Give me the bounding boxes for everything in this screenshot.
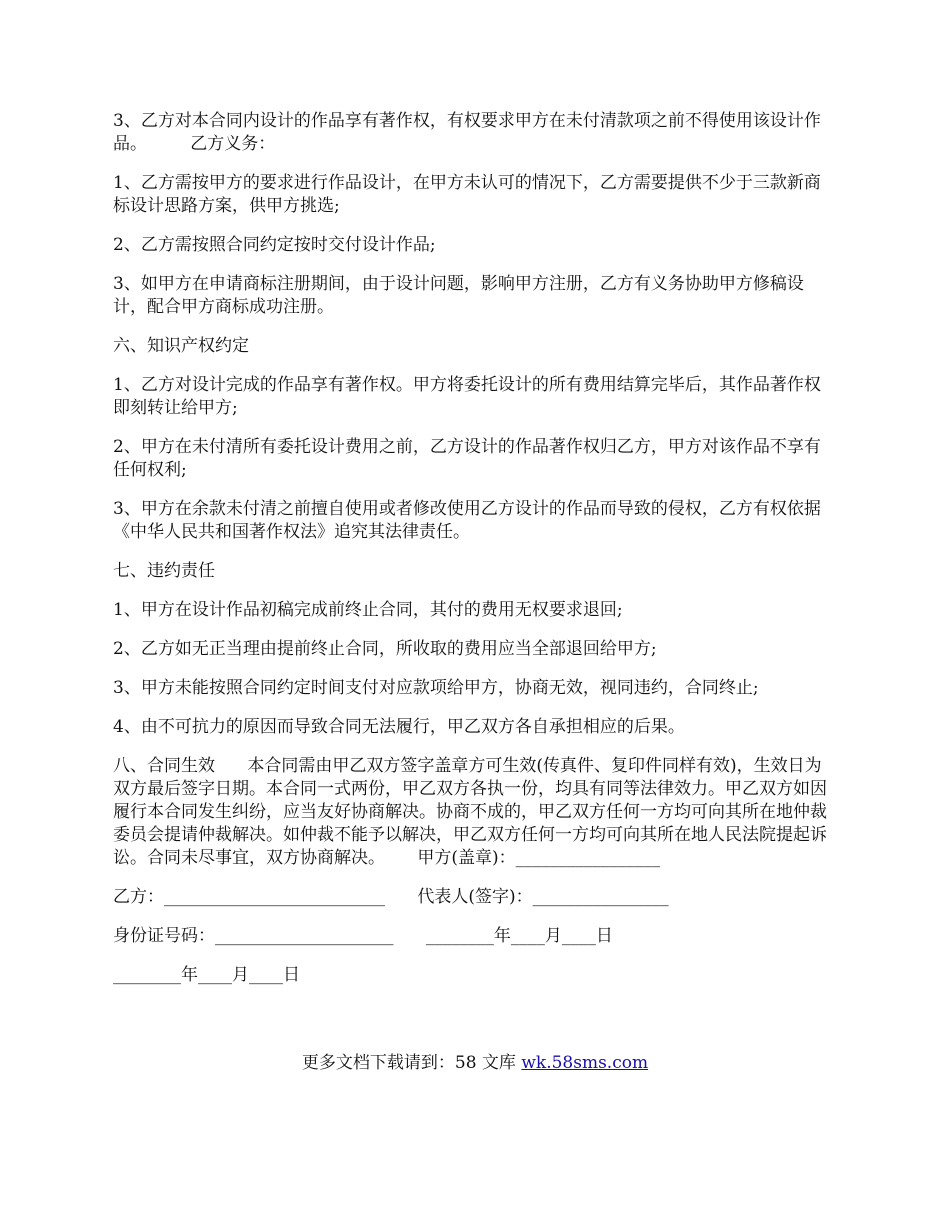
section-heading-ip: 六、知识产权约定 — [113, 336, 249, 356]
paragraph-liability-3: 3、甲方未能按照合同约定时间支付对应款项给甲方，协商无效，视同违约，合同终止; — [113, 678, 759, 698]
paragraph-design-proposals: 1、乙方需按甲方的要求进行作品设计，在甲方未认可的情况下，乙方需要提供不少于三款新商标设计思路方案，供甲方挑选; — [113, 173, 821, 216]
footer-prefix: 更多文档下载请到：58 文库 — [301, 1053, 522, 1073]
section-heading-liability: 七、违约责任 — [113, 561, 215, 581]
paragraph-liability-4: 4、由不可抗力的原因而导致合同无法履行，甲乙双方各自承担相应的后果。 — [113, 717, 685, 737]
paragraph-contract-effective: 八、合同生效 本合同需由甲乙双方签字盖章方可生效(传真件、复印件同样有效)，生效日为双方最后签字日期。本合同一式两份，甲乙双方各执一份，均具有同等法律效力。甲乙双方如因履行本合同发生纠纷，应当友好协商解决。协商不成的，甲乙双方任何一方均可向其所在地仲裁委员会提请仲裁解决。如仲裁不能予以解决，甲乙双方任何一方均可向其所在地人民法院提起诉讼。合同未尽事宜，双方协商解决。 甲方(盖章)：_________________ — [113, 756, 827, 868]
signature-line-party-b: 乙方：__________________________ 代表人(签字)：________________ — [113, 887, 669, 907]
page-footer — [0, 1052, 950, 1075]
paragraph-liability-1: 1、甲方在设计作品初稿完成前终止合同，其付的费用无权要求退回; — [113, 600, 623, 620]
paragraph-copyright-clause: 3、乙方对本合同内设计的作品享有著作权，有权要求甲方在未付清款项之前不得使用该设计作品。 乙方义务： — [113, 111, 821, 154]
paragraph-ip-transfer: 1、乙方对设计完成的作品享有著作权。甲方将委托设计的所有费用结算完毕后，其作品著作权即刻转让给甲方; — [113, 375, 821, 418]
paragraph-trademark-assist: 3、如甲方在申请商标注册期间，由于设计问题，影响甲方注册，乙方有义务协助甲方修稿设计，配合甲方商标成功注册。 — [113, 274, 804, 317]
signature-line-id-number: 身份证号码：_____________________ ________年____月____日 — [113, 926, 613, 946]
paragraph-ip-infringement: 3、甲方在余款未付清之前擅自使用或者修改使用乙方设计的作品而导致的侵权，乙方有权依据《中华人民共和国著作权法》追究其法律责任。 — [113, 499, 821, 542]
footer-link[interactable]: wk.58sms.com — [521, 1053, 649, 1073]
document-body — [113, 110, 835, 1003]
signature-line-date: ________年____月____日 — [113, 965, 300, 985]
paragraph-ip-unpaid: 2、甲方在未付清所有委托设计费用之前，乙方设计的作品著作权归乙方，甲方对该作品不享有任何权利; — [113, 437, 821, 480]
paragraph-delivery-on-time: 2、乙方需按照合同约定按时交付设计作品; — [113, 235, 436, 255]
paragraph-liability-2: 2、乙方如无正当理由提前终止合同，所收取的费用应当全部退回给甲方; — [113, 639, 657, 659]
